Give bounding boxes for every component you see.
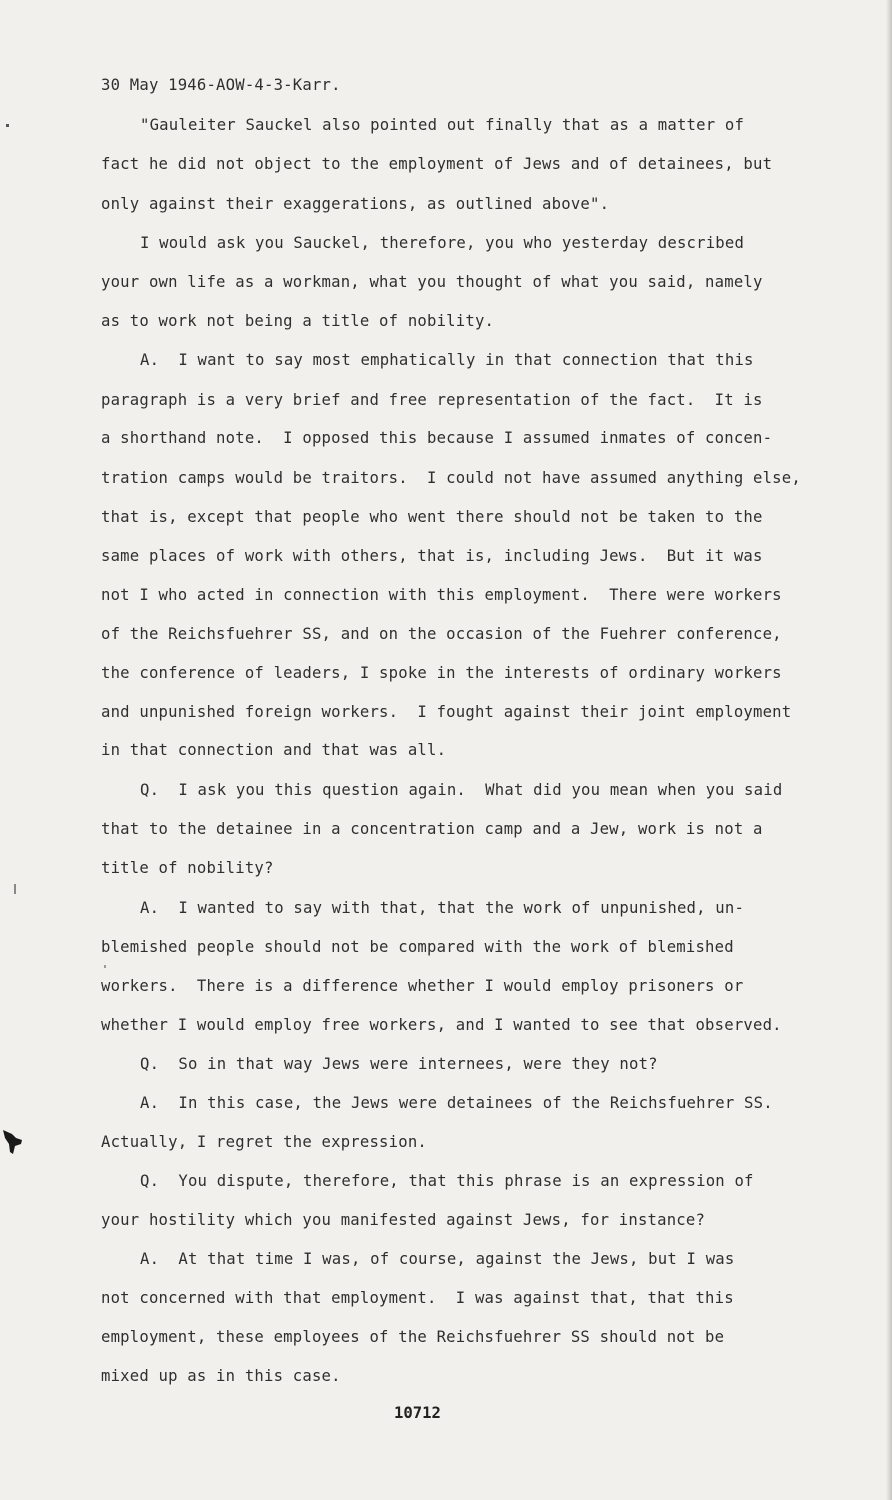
text-line: same places of work with others, that is, including Jews. But it was [101,547,763,565]
document-header: 30 May 1946-AOW-4-3-Karr. [101,76,341,94]
text-line: mixed up as in this case. [101,1367,341,1385]
text-line: only against their exaggerations, as outlined above". [101,195,610,213]
text-line: fact he did not object to the employment of Jews and of detainees, but [101,155,773,173]
text-line: A. I wanted to say with that, that the work of unpunished, un- [140,899,745,917]
text-line: that to the detainee in a concentration camp and a Jew, work is not a [101,820,763,838]
text-line: "Gauleiter Sauckel also pointed out finally that as a matter of [140,116,745,134]
text-line: A. At that time I was, of course, against the Jews, but I was [140,1250,735,1268]
text-line: Q. You dispute, therefore, that this phrase is an expression of [140,1172,754,1190]
text-line: your hostility which you manifested against Jews, for instance? [101,1211,706,1229]
page-number: 10712 [394,1404,441,1422]
text-line: your own life as a workman, what you thought of what you said, namely [101,273,763,291]
text-line: whether I would employ free workers, and I wanted to see that observed. [101,1016,782,1034]
text-line: a shorthand note. I opposed this because I assumed inmates of concen- [101,429,773,447]
text-line: not concerned with that employment. I was against that, that this [101,1289,734,1307]
text-line: title of nobility? [101,859,274,877]
text-line: as to work not being a title of nobility. [101,312,495,330]
text-line: A. In this case, the Jews were detainees of the Reichsfuehrer SS. [140,1094,773,1112]
text-line: of the Reichsfuehrer SS, and on the occasion of the Fuehrer conference, [101,625,782,643]
scan-mark [6,124,9,127]
text-line: Q. I ask you this question again. What did you mean when you said [140,781,783,799]
scan-mark [104,965,106,968]
text-line: blemished people should not be compared with the work of blemished [101,938,734,956]
text-line: not I who acted in connection with this employment. There were workers [101,586,782,604]
text-line: I would ask you Sauckel, therefore, you who yesterday described [140,234,745,252]
text-line: the conference of leaders, I spoke in the interests of ordinary workers [101,664,782,682]
scan-mark [14,884,16,894]
page-edge-shadow [886,0,892,1500]
text-line: in that connection and that was all. [101,741,447,759]
text-line: Actually, I regret the expression. [101,1133,427,1151]
ink-blot [2,1128,24,1158]
text-line: and unpunished foreign workers. I fought against their joint employment [101,703,792,721]
text-line: that is, except that people who went there should not be taken to the [101,508,763,526]
text-line: workers. There is a difference whether I would employ prisoners or [101,977,744,995]
text-line: tration camps would be traitors. I could not have assumed anything else, [101,469,801,487]
text-line: employment, these employees of the Reichsfuehrer SS should not be [101,1328,725,1346]
text-line: Q. So in that way Jews were internees, were they not? [140,1055,658,1073]
text-line: A. I want to say most emphatically in that connection that this [140,351,754,369]
text-line: paragraph is a very brief and free representation of the fact. It is [101,391,763,409]
